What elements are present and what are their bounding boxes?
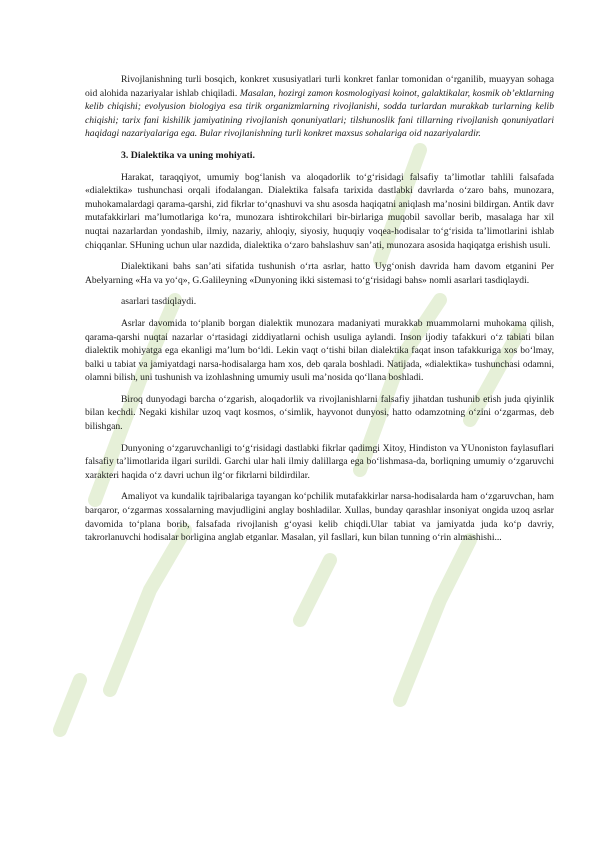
paragraph-debate-art: Dialektikani bahs san’ati sifatida tushunish o‘rta asrlar, hatto Uyg‘onish davrida ham davom etganini Per Abelyarning «Ha va yo‘q», G.Galileyning «Dunyoning ikki sistemasi to‘g‘risidagi bahs» nomli asarlari tasdiqlaydi. <box>85 261 554 286</box>
watermark-stroke <box>300 560 330 620</box>
document-page <box>85 73 554 553</box>
paragraph-fragment: asarlari tasdiqlaydi. <box>121 296 197 308</box>
watermark-stroke <box>60 680 80 730</box>
paragraph-understanding: Biroq dunyodagi barcha o‘zgarish, aloqadorlik va rivojlanishlarni falsafiy jihatdan tushunib etish juda qiyinlik bilan kechdi. Negaki kishilar uzoq vaqt kosmos, o‘simlik, hayvonot dunyosi, hatto odamzotning o‘zini o‘zgarmas, deb bilishgan. <box>85 393 554 433</box>
paragraph-intro <box>85 73 554 141</box>
paragraph-dialectics-definition: Harakat, taraqqiyot, umumiy bog‘lanish va aloqadorlik to‘g‘risidagi falsafiy ta’limotlar tahlili falsafada «dialektika» tushunchasi orqali ifodalangan. Dialektika falsafa tarixida dastlabki davrlarda o‘zaro bahs, munozara, muhokamalardagi qarama-qarshi, zid fikrlar to‘qnashuvi va shu asosda haqiqatni aniqlash ma’nosini bildirgan. Antik davr mutafakkirlari ma’lumotlariga ko‘ra, munozara ishtirokchilari bir-birlariga muqobil savollar berib, masalaga har xil nuqtai nazarlardan yondashib, ilmiy, nazariy, ahloqiy, siyosiy, huquqiy voqea-hodisalar to‘g‘risida ta’limotlarini ishlab chiqqanlar. SHuning uchun ular nazdida, dialektika o‘zaro bahslashuv san’ati, munozara asosida haqiqatga erishish usuli. <box>85 171 554 251</box>
paragraph-practice: Amaliyot va kundalik tajribalariga tayangan ko‘pchilik mutafakkirlar narsa-hodisalarda ham o‘zgaruvchan, ham barqaror, o‘zgarmas xossalarning mavjudligini anglay boshladilar. Xullas, bunday qarashlar insoniyat ongida uzoq asrlar davomida to‘plana borib, falsafada rivojlanish g‘oyasi kelib chiqdi.Ular tabiat va jamiyatda juda ko‘p davriy, takrorlanuvchi hodisalar borligina anglab etganlar. Masalan, yil fasllari, kun bilan tunning o‘rin almashishi... <box>85 491 554 544</box>
paragraph-intro-normal: Rivojlanishning turli bosqich, konkret xususiyatlari turli konkret fanlar tomonidan o‘rganilib, muayyan sohaga oid alohida nazariyalar ishlab chiqiladi. <box>85 74 554 99</box>
paragraph-ancient-thought: Dunyoning o‘zgaruvchanligi to‘g‘risidagi dastlabki fikrlar qadimgi Xitoy, Hindiston va YUnoniston faylasuflari falsafiy ta’limotlarida ilgari surildi. Garchi ular hali ilmiy dalillarga ega bo‘lishmasa-da, borliqning umumiy o‘zgaruvchi xarakteri haqida o‘z davri uchun ilg‘or fikrlarni bildirdilar. <box>85 442 554 481</box>
paragraph-intro-italic: Masalan, hozirgi zamon kosmologiyasi koinot, galaktikalar, kosmik ob’ektlarning kelib chiqishi; evolyusion biologiya esa tirik organizmlarning rivojlanishi, sodda turlardan murakkab turlarning kelib chiqishi; tarix fani kishilik jamiyatining rivojlanish qonuniyatlari; tilshunoslik fani tillarning rivojlanish qonuniyatlari haqidagi nazariyalariga ega. Bular rivojlanishning turli konkret maxsus sohalariga oid nazariyalardir. <box>85 87 554 140</box>
paragraph-debate-culture: Asrlar davomida to‘planib borgan dialektik munozara madaniyati murakkab muammolarni muhokama qilish, qarama-qarshi nuqtai nazarlar o‘rtasidagi ziddiyatlarni ochish usuliga aylandi. Inson ijodiy tafakkuri o‘z tabiati bilan dialektik mohiyatga ega ekanligi ma’lum bo‘ldi. Lekin vaqt o‘tishi bilan dialektika faqat inson tafakkuriga xos bo‘lmay, balki u tabiat va jamiyatdagi narsa-hodisalarga ham xos, deb qarala boshladi. Natijada, «dialektika» tushunchasi odamni, olamni bilish, uni tushunish va izohlashning umumiy usuli ma’nosida qo‘llana boshladi. <box>85 317 554 384</box>
watermark-stroke <box>110 530 185 690</box>
section-heading: 3. Dialektika va uning mohiyati. <box>121 149 255 161</box>
watermark-stroke <box>400 540 470 700</box>
